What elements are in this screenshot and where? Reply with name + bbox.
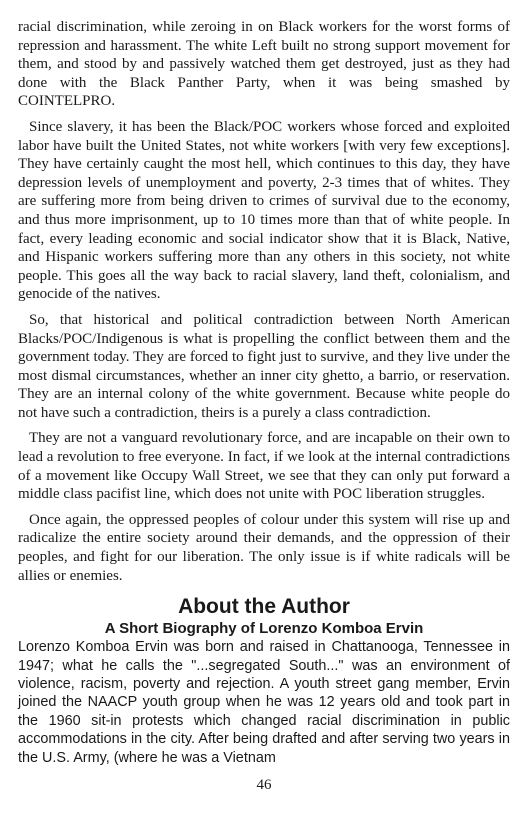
paragraph-5: Once again, the oppressed peoples of colour under this system will rise up and radicalize the entire society around their demands, and the oppression of their peoples, and fight for our liberation. The only issue is if white radicals will be allies or enemies. [18, 511, 510, 584]
paragraph-3: So, that historical and political contradiction between North American Blacks/POC/Indigenous is what is propelling the conflict between them and the government today. They are forced to fight just to survive, and they live under the most dismal circumstances, whether an inner city ghetto, a barrio, or reservation. They are an internal colony of the white government. Because white people do not have such a contradiction, theirs is a purely a class contradiction. [18, 311, 510, 421]
about-author-subheading: A Short Biography of Lorenzo Komboa Ervin [104, 620, 424, 638]
paragraph-1: racial discrimination, while zeroing in on Black workers for the worst forms of repression and harassment. The white Left built no strong support movement for them, and stood by and passively watched them get destroyed, just as they had done with the Black Panther Party, when it was being smashed by COINTELPRO. [18, 19, 510, 110]
page-number: 46 [256, 777, 272, 793]
page-content [18, 18, 510, 767]
paragraph-4: They are not a vanguard revolutionary force, and are incapable on their own to lead a revolution to free everyone. In fact, if we look at the internal contradictions of a movement like Occupy Wall Street, we see that they can only put forward a middle class pacifist line, which does not unite with POC liberation struggles. [18, 430, 510, 503]
about-author-heading: About the Author [178, 595, 350, 619]
author-biography: Lorenzo Komboa Ervin was born and raised in Chattanooga, Tennessee in 1947; what he calls the "...segregated South..." was an environment of violence, racism, poverty and rejection. A youth street gang member, Ervin joined the NAACP youth group when he was 12 years old and took part in the 1960 sit-in protests which changed racial discrimination in public accommodations in the city. After being drafted and after serving two years in the U.S. Army, (where he was a Vietnam [18, 639, 510, 766]
essay-body [18, 18, 510, 585]
paragraph-2: Since slavery, it has been the Black/POC workers whose forced and exploited labor have built the United States, not white workers [with very few exceptions]. They have certainly caught the most hell, which continues to this day, they have depression levels of unemployment and poverty, 2-3 times that of whites. They are suffering more from being driven to crimes of survival due to the economy, and thus more imprisonment, up to 10 times more than that of white people. In fact, every leading economic and social indicator show that it is Black, Native, and Hispanic workers suffering more than any others in this society, not white people. This goes all the way back to racial slavery, land theft, colonialism, and genocide of the natives. [18, 118, 510, 303]
